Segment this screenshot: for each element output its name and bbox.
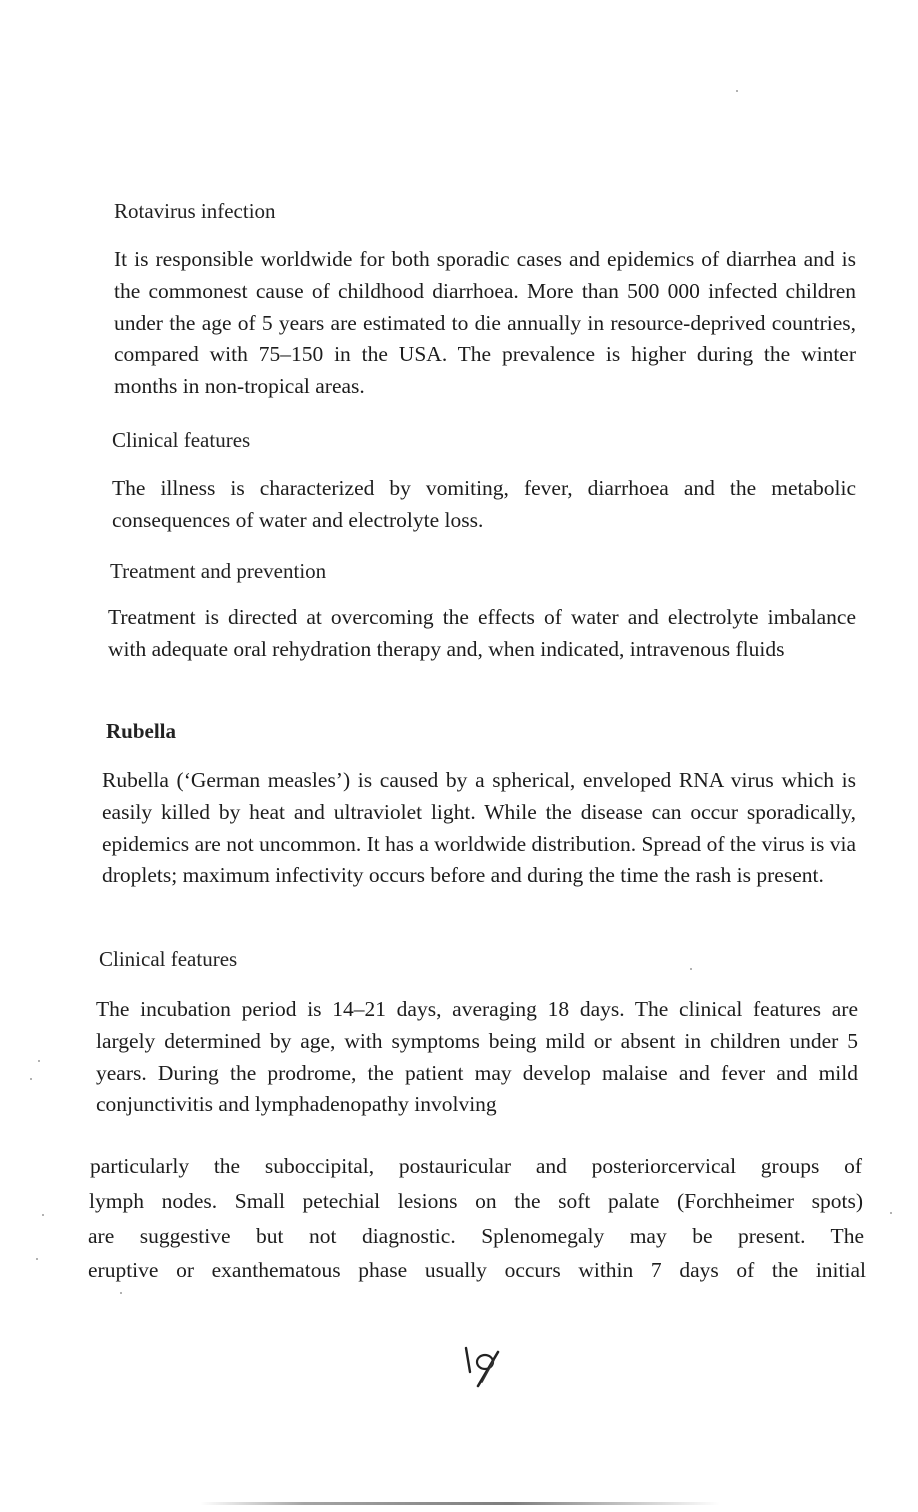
scan-speck — [890, 1212, 892, 1214]
scan-speck — [690, 968, 692, 970]
scan-speck — [30, 1078, 32, 1080]
scan-speck — [736, 90, 738, 92]
rotavirus-clinical-paragraph: The illness is characterized by vomiting, fever, diarrhoea and the metabolic consequences of water and electrolyte loss. — [112, 476, 856, 532]
rotavirus-treatment-heading: Treatment and prevention — [110, 559, 327, 583]
continuation-line-3: are suggestive but not diagnostic. Splenomegaly may be present. The — [88, 1224, 864, 1248]
scan-speck — [38, 1060, 40, 1062]
rotavirus-clinical-heading: Clinical features — [112, 428, 251, 452]
rotavirus-paragraph: It is responsible worldwide for both sporadic cases and epidemics of diarrhea and is the commonest cause of childhood diarrhoea. More than 500 000 infected children under the age of 5 years are estimated to die annually in resource-deprived countries, compared with 75–150 in the USA. The prevalence is higher during the winter months in non-tropical areas. — [114, 247, 856, 399]
continuation-line-4: eruptive or exanthematous phase usually occurs within 7 days of the initial — [88, 1258, 866, 1282]
scan-bottom-edge — [200, 1502, 720, 1505]
rubella-paragraph: Rubella (‘German measles’) is caused by a spherical, enveloped RNA virus which is easily killed by heat and ultraviolet light. While the disease can occur sporadically, epidemics are not uncommon. It has a worldwide distribution. Spread of the virus is via droplets; maximum infectivity occurs before and during the time the rash is present. — [102, 768, 856, 888]
rotavirus-heading: Rotavirus infection — [114, 199, 276, 223]
scan-speck — [36, 1258, 38, 1260]
rubella-clinical-paragraph: The incubation period is 14–21 days, averaging 18 days. The clinical features are largely determined by age, with symptoms being mild or absent in children under 5 years. During the prodrome, the patient may develop malaise and fever and mild conjunctivitis and lymphadenopathy involving — [96, 997, 858, 1117]
scan-speck — [120, 1292, 122, 1294]
continuation-line-2: lymph nodes. Small petechial lesions on the soft palate (Forchheimer spots) — [89, 1189, 863, 1213]
scan-speck — [42, 1214, 44, 1216]
rotavirus-treatment-paragraph: Treatment is directed at overcoming the effects of water and electrolyte imbalance with adequate oral rehydration therapy and, when indicated, intravenous fluids — [108, 605, 856, 661]
rubella-heading: Rubella — [106, 719, 177, 743]
rubella-clinical-heading: Clinical features — [99, 947, 238, 971]
continuation-line-1: particularly the suboccipital, postauricular and posteriorcervical groups of — [90, 1154, 862, 1178]
handwritten-page-number — [458, 1342, 508, 1392]
